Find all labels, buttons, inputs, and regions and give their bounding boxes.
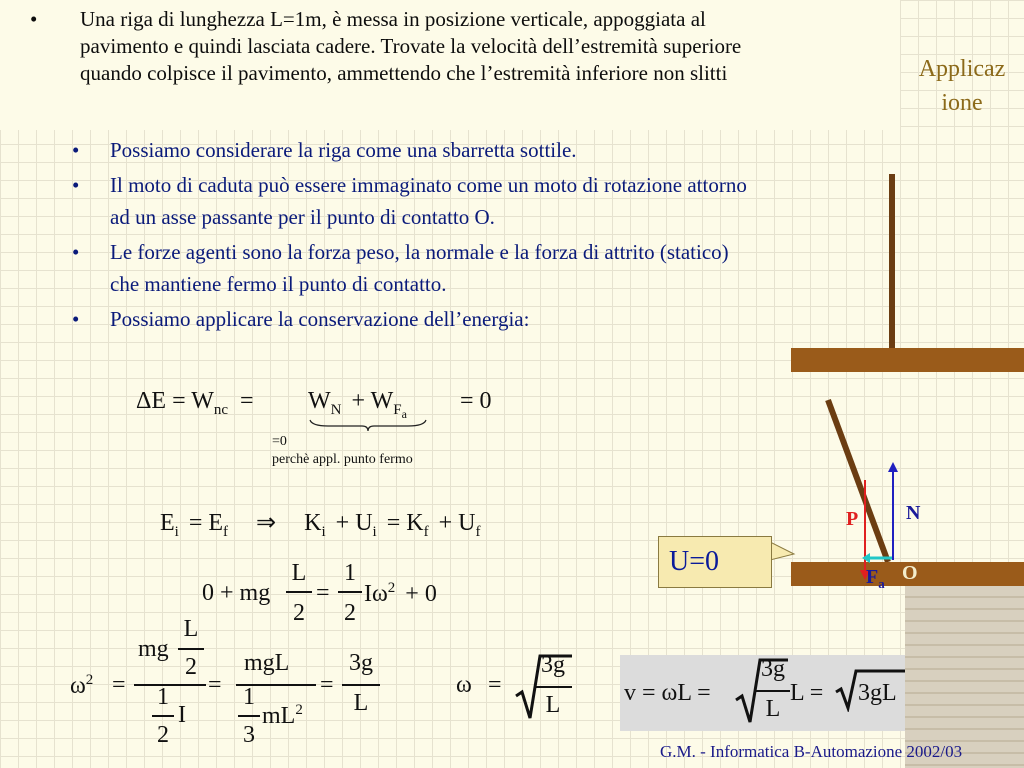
brace-note-1: =0 — [272, 434, 287, 449]
frac-line — [152, 715, 174, 717]
label-fa — [866, 566, 885, 592]
vertical-rod — [889, 174, 895, 350]
frac-line — [238, 715, 260, 717]
eq1-fa-sub2: a — [401, 406, 407, 421]
eq2-plus2: + U — [438, 510, 476, 536]
eq4-mL: mL — [262, 703, 296, 729]
bullet-text-2: Il moto di caduta può essere immaginato come un moto di rotazione attorno ad un asse passante per il punto di contatto O. — [110, 173, 747, 229]
u-zero-callout: U=0 — [658, 536, 772, 588]
frac-line — [754, 690, 790, 692]
problem-line-1: Una riga di lunghezza L=1m, è messa in posizione verticale, appoggiata al — [80, 7, 706, 31]
falling-rod — [828, 400, 888, 562]
bullet-text-4: Possiamo applicare la conservazione dell’energia: — [110, 307, 530, 331]
problem-statement — [30, 6, 900, 87]
bullet-text-3: Le forze agenti sono la forza peso, la normale e la forza di attrito (statico) che mantiene fermo il punto di contatto. — [110, 240, 729, 296]
eq3-sq: 2 — [387, 580, 396, 596]
bullet-list — [72, 134, 752, 338]
bullet-text-1: Possiamo considerare la riga come una sbarretta sottile. — [110, 138, 577, 162]
eq-energy-conservation — [160, 508, 480, 541]
eq1-eq: = — [240, 388, 254, 414]
eq1-plus: + W — [351, 388, 394, 414]
final-3g: 3g — [761, 656, 785, 682]
eq4-Lb: L — [353, 690, 369, 716]
label-n: N — [906, 502, 921, 524]
omega-3g: 3g — [541, 652, 565, 678]
normal-arrow-head — [888, 462, 898, 472]
label-p: P — [846, 508, 859, 530]
eq4-1: 1 — [157, 684, 169, 710]
eq4-3g: 3g — [349, 650, 373, 676]
eq4-omega-sup: 2 — [85, 672, 94, 688]
eq4-mg: mg — [138, 636, 169, 662]
omega-eq: = — [488, 672, 502, 698]
eq-energy-work — [136, 388, 254, 419]
eq2-k: K — [304, 510, 322, 536]
eq4-eq2: = — [208, 672, 222, 698]
eq3-end: + 0 — [405, 581, 437, 607]
frac-line — [286, 591, 312, 593]
underbrace — [308, 418, 428, 432]
eq4-3: 3 — [243, 722, 255, 748]
ruler-photo — [905, 586, 1024, 768]
eq4-I: I — [178, 702, 186, 728]
eq3-2: 2 — [293, 600, 305, 626]
eq2-arrow: ⇒ — [256, 510, 277, 536]
eq2-eq2: = K — [386, 510, 424, 536]
ruler-diagram — [780, 170, 1024, 590]
eq1-zero: = 0 — [460, 388, 492, 414]
eq4-omega: ω — [70, 673, 86, 699]
problem-line-3: quando colpisce il pavimento, ammettendo che l’estremità inferiore non slitti — [80, 61, 728, 85]
eq3-right — [364, 580, 437, 608]
eq1-sub: nc — [213, 401, 229, 418]
eq1-wn-sub: N — [330, 401, 342, 418]
problem-line-2: pavimento e quindi lasciata cadere. Trovate la velocità dell’estremità superiore — [80, 34, 742, 58]
frac-line — [338, 591, 362, 593]
eq2-ki: i — [321, 523, 326, 540]
eq4-2b: 2 — [157, 722, 169, 748]
upper-floor — [791, 348, 1024, 372]
section-label — [902, 52, 1022, 120]
final-3gL: 3gL — [858, 680, 897, 706]
eq4-L: L — [183, 616, 199, 642]
omega-L: L — [545, 692, 561, 718]
frac-line — [534, 686, 572, 688]
frac-line — [178, 648, 204, 650]
eq2-e: E — [160, 510, 175, 536]
brace-note-2: perchè appl. punto fermo — [272, 452, 413, 467]
list-item — [72, 303, 752, 335]
eq3-2b: 2 — [344, 600, 356, 626]
list-item — [72, 169, 752, 233]
label-o: O — [902, 562, 918, 584]
section-label-line-1: Applicaz — [918, 56, 1006, 82]
final-v: v = ωL = — [624, 680, 711, 706]
label-fa-sub: a — [878, 576, 885, 591]
eq1-left: ΔE = W — [136, 388, 214, 414]
eq2-uf: f — [475, 523, 481, 540]
eq1-wn: W — [308, 388, 331, 414]
eq3-1: 1 — [344, 560, 356, 586]
eq2-kf: f — [423, 523, 429, 540]
bullet-dot: • — [72, 307, 80, 331]
problem-bullet: • — [30, 7, 38, 31]
omega-symbol: ω — [456, 672, 472, 698]
eq4-eq: = — [112, 672, 126, 698]
eq4-eq3: = — [320, 672, 334, 698]
eq3-eq: = — [316, 580, 330, 606]
eq2-i: i — [174, 523, 179, 540]
eq3-L: L — [291, 560, 307, 586]
eq4-omega2 — [70, 672, 93, 700]
eq3-Iw: Iω — [364, 581, 388, 607]
eq2-f: f — [223, 523, 229, 540]
final-Lmul: L = — [790, 680, 824, 706]
callout-pointer — [770, 540, 796, 562]
eq2-ui: i — [372, 523, 377, 540]
frac-line — [342, 684, 380, 686]
eq1-fa-sub: F — [393, 401, 402, 418]
eq4-mL-sup: 2 — [295, 702, 303, 718]
eq4-mL2 — [262, 702, 303, 730]
eq1-work-sum — [308, 388, 407, 422]
eq2-eq: = E — [188, 510, 224, 536]
footer: G.M. - Informatica B-Automazione 2002/03 — [660, 742, 963, 761]
list-item — [72, 134, 752, 166]
final-L: L — [765, 696, 781, 722]
eq4-2: 2 — [185, 654, 197, 680]
label-fa-main: F — [866, 566, 879, 588]
list-item — [72, 236, 752, 300]
bullet-dot: • — [72, 240, 80, 264]
eq4-mgL: mgL — [244, 650, 290, 676]
eq4-1b: 1 — [243, 684, 255, 710]
eq3-left: 0 + mg — [202, 580, 271, 606]
section-label-line-2: ione — [941, 90, 983, 116]
eq2-plus: + U — [335, 510, 373, 536]
bullet-dot: • — [72, 173, 80, 197]
bullet-dot: • — [72, 138, 80, 162]
